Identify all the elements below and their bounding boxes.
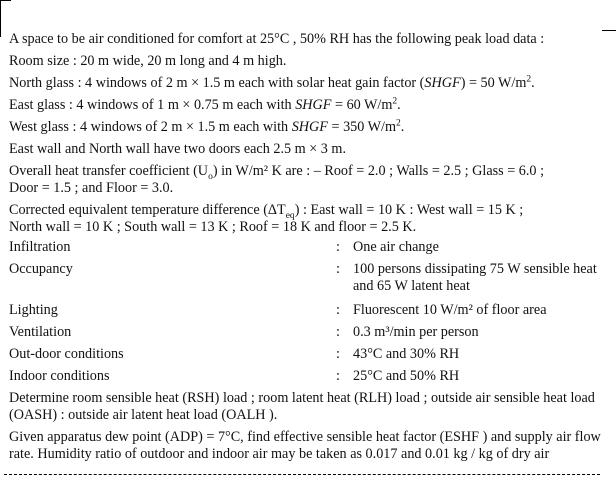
- west-glass-term: SHGF: [291, 119, 328, 135]
- doors-line: East wall and North wall have two doors each 2.5 m × 3 m.: [9, 141, 346, 157]
- u-values-line1: Overall heat transfer coefficient $(U_o)$ in W/m² K are : – Roof = 2.0 ; Walls = 2.5 ; Glass = 6.0 ;: [9, 163, 545, 182]
- spec-row-infiltration: Infiltration : One air change: [9, 239, 439, 255]
- north-glass-text: North glass : 4 windows of 2 m × 1.5 m each with solar heat gain factor (: [9, 75, 425, 91]
- room-size-line: Room size : 20 m wide, 20 m long and 4 m high.: [9, 53, 287, 69]
- frame-corner-right: [602, 30, 616, 31]
- dashed-divider: [4, 474, 600, 475]
- east-glass-text: East glass : 4 windows of 1 m × 0.75 m each with: [9, 97, 296, 113]
- east-glass-term: SHGF: [295, 97, 332, 113]
- u-values-line2: Door = 1.5 ; and Floor = 3.0.: [9, 180, 174, 196]
- spec-row-lighting: Lighting : Fluorescent 10 W/m² of floor area: [9, 302, 547, 318]
- north-glass-value: ) = 50 W/m: [460, 75, 527, 91]
- determine-paragraph: Determine room sensible heat (RSH) load ; room latent heat (RLH) load ; outside air sensible heat load (OASH) : outside air latent heat load (OALH ).: [9, 390, 595, 423]
- u-values-block: [9, 163, 603, 197]
- spec-row-indoor: Indoor conditions : 25°C and 50% RH: [9, 368, 460, 384]
- spec-row-outdoor: Out-door conditions : 43°C and 30% RH: [9, 346, 460, 362]
- north-glass-term: SHGF: [424, 75, 461, 91]
- problem-statement: [9, 28, 603, 463]
- east-glass-line: East glass : 4 windows of 1 m × 0.75 m each with SHGF = 60 $W/m^2$.: [9, 96, 401, 113]
- spec-row-ventilation: Ventilation : 0.3 m³/min per person: [9, 324, 479, 340]
- west-glass-text: West glass : 4 windows of 2 m × 1.5 m each with: [9, 119, 292, 135]
- cetd-line2: North wall = 10 K ; South wall = 13 K ; Roof = 18 K and floor = 2.5 K.: [9, 219, 417, 235]
- given-paragraph: Given apparatus dew point (ADP) = 7°C, find effective sensible heat factor (ESHF ) and supply air flow rate. Humidity ratio of outdoor and indoor air may be taken as 0.017 and 0.01 kg / kg of dry air: [9, 429, 601, 462]
- intro-line: A space to be air conditioned for comfort at 25°C , 50% RH has the following peak load data :: [9, 31, 545, 47]
- cetd-block: [9, 202, 603, 236]
- west-glass-line: West glass : 4 windows of 2 m × 1.5 m each with SHGF = 350 $W/m^2$.: [9, 118, 405, 135]
- west-glass-value: = 350 W/m: [327, 119, 397, 135]
- cetd-line1: Corrected equivalent temperature difference $(\Delta T_{eq})$ : East wall = 10 K : West wall = 15 K ;: [9, 202, 524, 221]
- spec-row-occupancy: Occupancy : 100 persons dissipating 75 W sensible heat and 65 W latent heat: [9, 261, 597, 294]
- east-glass-value: = 60 W/m: [331, 97, 393, 113]
- north-glass-line: North glass : 4 windows of 2 m × 1.5 m each with solar heat gain factor (SHGF) = 50 $W/m^2$.: [9, 74, 535, 91]
